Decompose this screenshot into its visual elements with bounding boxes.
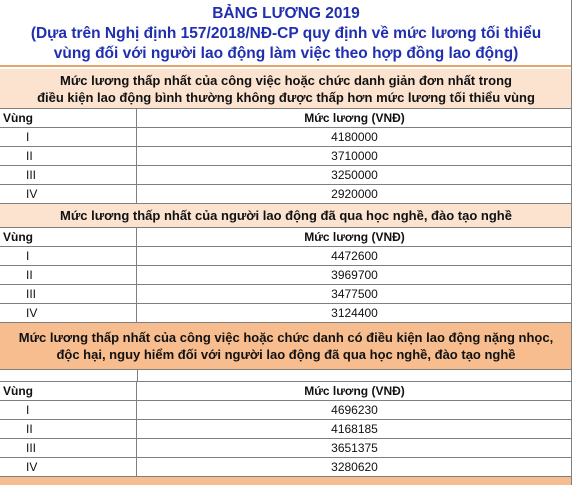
table-row xyxy=(0,439,572,458)
region-cell: III xyxy=(0,166,137,184)
section-2-banner-line-1: Mức lương thấp nhất của người lao động đã qua học nghề, đào tạo nghề xyxy=(60,208,512,223)
region-cell: IV xyxy=(0,185,137,203)
salary-cell: 4472600 xyxy=(331,249,378,263)
column-divider xyxy=(137,370,138,382)
region-cell: III xyxy=(0,439,137,457)
table-row xyxy=(0,166,572,185)
salary-cell: 3710000 xyxy=(331,149,378,163)
region-cell: II xyxy=(0,266,137,284)
region-cell: I xyxy=(0,247,137,265)
section-2-header-row xyxy=(0,228,572,247)
title-line-1: BẢNG LƯƠNG 2019 xyxy=(212,5,360,22)
region-cell: II xyxy=(0,147,137,165)
table-row xyxy=(0,147,572,166)
title-line-3: vùng đối với người lao động làm việc theo hợp đồng lao động) xyxy=(53,45,519,62)
table-row xyxy=(0,304,572,323)
salary-cell: 3250000 xyxy=(331,168,378,182)
salary-cell: 4168185 xyxy=(331,422,378,436)
sheet-title xyxy=(0,0,572,67)
region-header: Vùng xyxy=(0,109,137,127)
region-header: Vùng xyxy=(0,228,137,246)
salary-header: Mức lương (VNĐ) xyxy=(304,111,405,125)
table-row xyxy=(0,401,572,420)
section-1-banner-line-1: Mức lương thấp nhất của công việc hoặc chức danh giản đơn nhất trong xyxy=(60,73,512,88)
region-cell: III xyxy=(0,285,137,303)
section-3-banner xyxy=(0,323,572,370)
salary-header: Mức lương (VNĐ) xyxy=(304,384,405,398)
section-1-banner-line-2: điều kiện lao động bình thường không được thấp hơn mức lương tối thiểu vùng xyxy=(37,90,535,105)
salary-cell: 3280620 xyxy=(331,460,378,474)
salary-cell: 3477500 xyxy=(331,287,378,301)
bottom-band xyxy=(0,477,572,485)
section-2-banner xyxy=(0,204,572,228)
table-row xyxy=(0,266,572,285)
table-row xyxy=(0,128,572,147)
salary-cell: 2920000 xyxy=(331,187,378,201)
table-row xyxy=(0,285,572,304)
salary-cell: 4696230 xyxy=(331,403,378,417)
region-cell: I xyxy=(0,128,137,146)
salary-cell: 3651375 xyxy=(331,441,378,455)
table-row xyxy=(0,420,572,439)
blank-row xyxy=(0,370,572,382)
section-3-header-row xyxy=(0,382,572,401)
salary-cell: 3969700 xyxy=(331,268,378,282)
table-row xyxy=(0,185,572,204)
region-header: Vùng xyxy=(0,382,137,400)
table-row xyxy=(0,247,572,266)
salary-cell: 4180000 xyxy=(331,130,378,144)
section-1-header-row xyxy=(0,109,572,128)
region-cell: I xyxy=(0,401,137,419)
section-1-banner xyxy=(0,69,572,109)
section-3-banner-line-1: Mức lương thấp nhất của công việc hoặc chức danh có điều kiện lao động nặng nhọc, xyxy=(18,330,554,345)
region-cell: II xyxy=(0,420,137,438)
salary-header: Mức lương (VNĐ) xyxy=(304,230,405,244)
title-line-2: (Dựa trên Nghị định 157/2018/NĐ-CP quy định về mức lương tối thiểu xyxy=(30,25,542,42)
table-row xyxy=(0,458,572,477)
region-cell: IV xyxy=(0,458,137,476)
section-3-banner-line-2: độc hại, nguy hiểm đối với người lao động đã qua học nghề, đào tạo nghề xyxy=(56,347,516,362)
salary-cell: 3124400 xyxy=(331,306,378,320)
region-cell: IV xyxy=(0,304,137,322)
